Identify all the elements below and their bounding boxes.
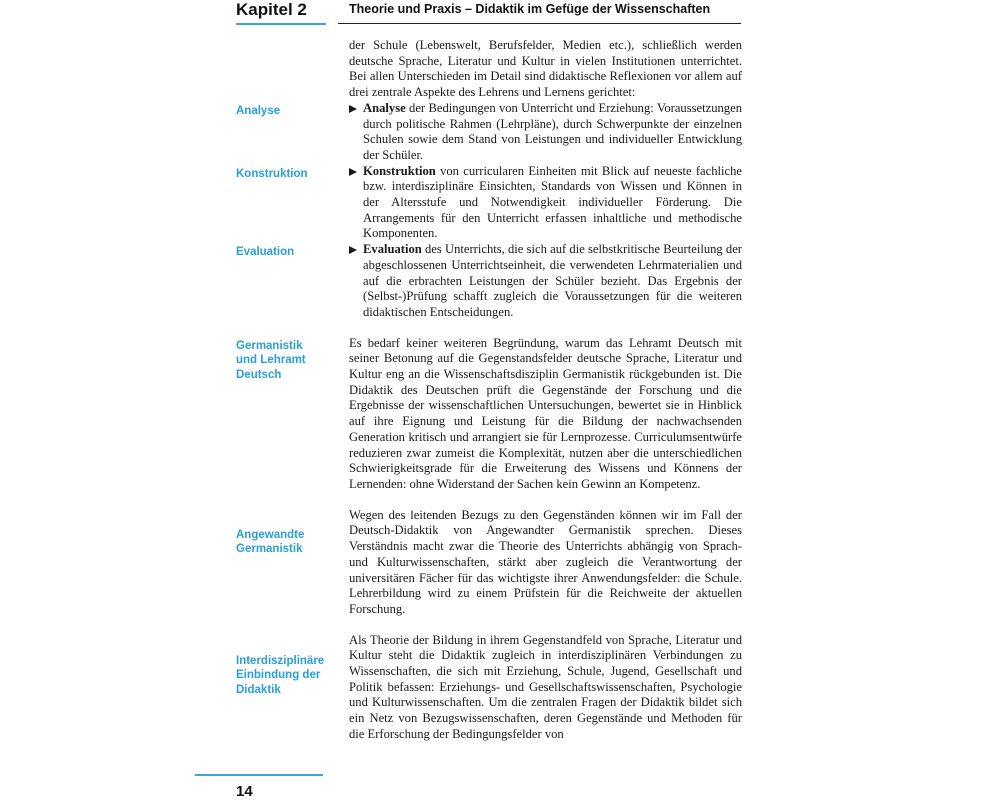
paragraph-germanistik: Es bedarf keiner weiteren Begründung, warum das Lehramt Deutsch mit seiner Betonung auf die Gegenstandsfelder deutsche Sprache, Literatur und Kultur eng an die Wissenschaftsdisziplin Germanistik rückgebunden ist. Die Didaktik des Deutschen prüft die Gegenstände der Forschung und die Ergebnisse der wissenschaftlichen Untersuchungen, bewertet sie in Hinblick auf ihre Eignung und Leistung für die Bildung der nachwachsenden Generation kritisch und arrangiert sie für Lernprozesse. Curriculumsentwürfe reduzieren zwar zumeist die Komplexität, nutzen aber die unterschiedlichen Schwierigkeitsgrade für die Erweiterung des Wissens und Könnens der Lernenden: ohne Widerstand der Sachen kein Gewinn an Kompetenz. (349, 335, 742, 491)
running-title: Theorie und Praxis – Didaktik im Gefüge der Wissenschaften (349, 2, 711, 16)
page-number: 14 (236, 783, 253, 800)
margin-note-angewandte: Angewandte Germanistik (236, 529, 305, 556)
margin-note-analyse: Analyse (236, 105, 281, 117)
header-accent-rule (236, 23, 326, 25)
intro-paragraph: der Schule (Lebenswelt, Berufsfelder, Medien etc.), schließlich werden deutsche Sprache, Literatur und Kultur in vielen Institutionen unterrichtet. Bei allen Unterschieden im Detail sind didaktische Reflexionen vor allem auf drei zentrale Aspekte des Lehrens und Lernens gerichtet: (349, 38, 742, 100)
body-text (349, 38, 742, 743)
bullet-triangle-icon (349, 168, 357, 176)
bullet-term: Analyse (363, 100, 406, 115)
bullet-term: Evaluation (363, 242, 422, 257)
bullet-triangle-icon (349, 246, 357, 254)
bullet-triangle-icon (349, 105, 357, 113)
bullet-text: von curricularen Einheiten mit Blick auf neueste fachliche bzw. interdisziplinäre Einsichten, Standards von Wissen und Können in der Altersstufe und Notwendigkeit individueller Förderung. Die Arrangements für den Unterricht erfassen inhaltliche und methodische Komponenten. (363, 163, 742, 241)
bullet-text: der Bedingungen von Unterricht und Erziehung: Voraussetzungen durch politische Rahmen (Lehrpläne), durch Schwerpunkte der einzelnen Schulen sowie dem Stand von Leistungen und individueller Entwicklung der Schüler. (363, 100, 742, 162)
margin-note-evaluation: Evaluation (236, 246, 295, 258)
bullet-konstruktion (349, 164, 742, 243)
margin-note-konstruktion: Konstruktion (236, 168, 308, 180)
bullet-analyse (349, 101, 742, 164)
bullet-term: Konstruktion (363, 163, 436, 178)
margin-note-germanistik: Germanistik und Lehramt Deutsch (236, 340, 306, 381)
chapter-label: Kapitel 2 (236, 0, 307, 19)
paragraph-interdisziplinaer: Als Theorie der Bildung in ihrem Gegenstandfeld von Sprache, Literatur und Kultur steht die Didaktik zugleich in interdisziplinären Verbindungen zu Wissenschaften, die sich mit Erziehung, Schule, Jugend, Gesellschaft und Politik befassen: Erziehungs- und Gesellschaftswissenschaften, Psychologie und Kulturwissenschaften. Um die zentralen Fragen der Didaktik bildet sich ein Netz von Bezugswissenschaften, deren Gegenstände und Methoden für die Erforschung der Bedingungsfelder von (349, 632, 742, 741)
footer-accent-rule (195, 774, 323, 776)
bullet-evaluation (349, 242, 742, 321)
header-rule (338, 23, 741, 24)
paragraph-angewandte: Wegen des leitenden Bezugs zu den Gegenständen können wir im Fall der Deutsch-Didaktik von Angewandter Germanistik sprechen. Dieses Verständnis macht zwar die Theorie des Unterrichts abhängig von Sprach- und Kulturwissenschaften, stärkt aber zugleich die Verantwortung der universitären Fächer für das wichtigste ihrer Anwendungsfelder: die Schule. Lehrerbildung wird zu einem Prüfstein für die Reichweite der aktuellen Forschung. (349, 507, 742, 616)
bullet-text: des Unterrichts, die sich auf die selbstkritische Beurteilung der abgeschlossenen Unterrichtseinheit, die verwendeten Lehrmaterialien und auf die erbrachten Leistungen der Schüler bezieht. Das Ergebnis der (Selbst-)Prüfung schafft zugleich die Voraussetzungen für die weiteren didaktischen Entscheidungen. (363, 242, 742, 319)
margin-note-interdisziplinaer: Interdisziplinäre Einbindung der Didaktik (236, 655, 325, 696)
